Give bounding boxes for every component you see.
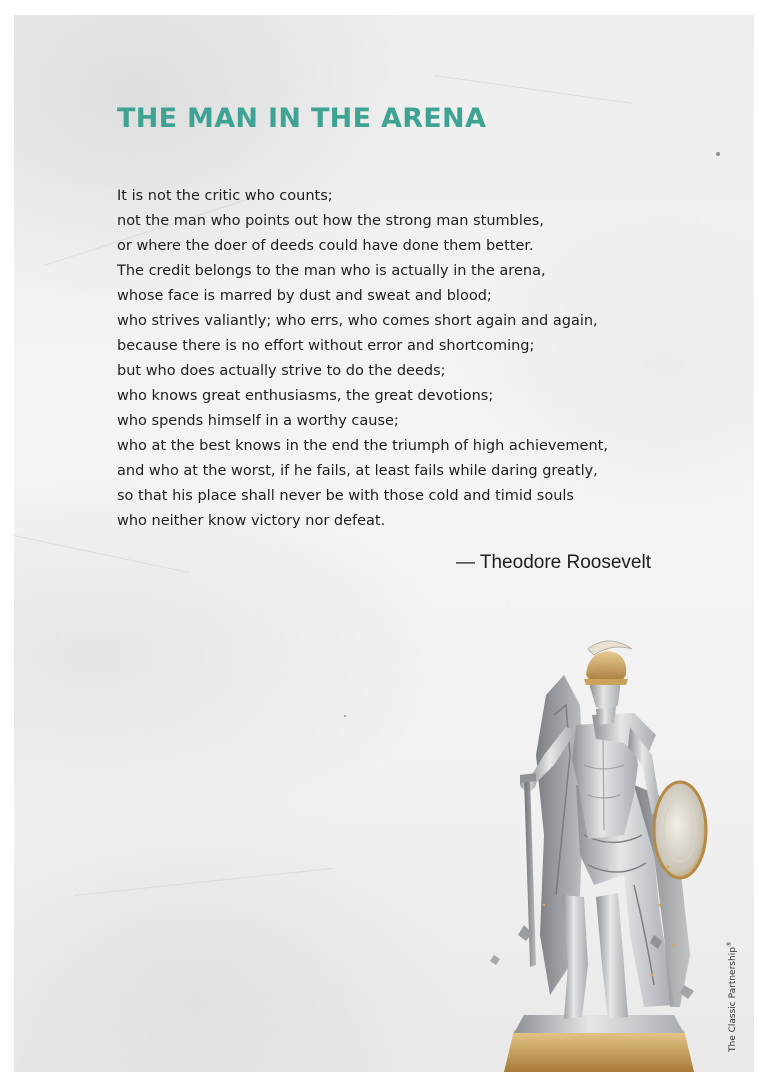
registered-mark: ®: [726, 941, 733, 948]
poem-line: who strives valiantly; who errs, who comes short again and again,: [117, 313, 598, 329]
poem-line: It is not the critic who counts;: [117, 188, 333, 204]
texture-crack: [434, 75, 632, 104]
poem-line: who knows great enthusiasms, the great devotions;: [117, 388, 494, 404]
greek-warrior-statue-icon: [484, 635, 734, 1072]
poem-line: but who does actually strive to do the deeds;: [117, 363, 446, 379]
poem-line: who at the best knows in the end the triumph of high achievement,: [117, 438, 608, 454]
poem-line: whose face is marred by dust and sweat and blood;: [117, 288, 492, 304]
poem-title: THE MAN IN THE ARENA: [117, 103, 487, 134]
poster: [14, 15, 754, 1072]
statue-helmet: [586, 651, 626, 681]
poem-line: or where the doer of deeds could have done them better.: [117, 238, 534, 254]
statue-shield: [654, 782, 706, 878]
statue-base: [504, 1030, 694, 1072]
poem-line: because there is no effort without error and shortcoming;: [117, 338, 535, 354]
texture-speck: [716, 152, 720, 156]
poem-line: and who at the worst, if he fails, at least fails while daring greatly,: [117, 463, 598, 479]
poem-line: not the man who points out how the strong man stumbles,: [117, 213, 544, 229]
poem-body: [117, 184, 697, 534]
poem-line: who neither know victory nor defeat.: [117, 513, 386, 529]
poem-line: who spends himself in a worthy cause;: [117, 413, 399, 429]
brand-credit: [726, 941, 738, 1052]
texture-crack: [14, 535, 190, 573]
poem-attribution: — Theodore Roosevelt: [455, 552, 651, 573]
poem-line: The credit belongs to the man who is actually in the arena,: [117, 263, 546, 279]
texture-speck: [344, 715, 346, 717]
texture-crack: [74, 868, 333, 896]
brand-name: The Classic Partnership: [728, 947, 738, 1052]
poem-line: so that his place shall never be with those cold and timid souls: [117, 488, 574, 504]
